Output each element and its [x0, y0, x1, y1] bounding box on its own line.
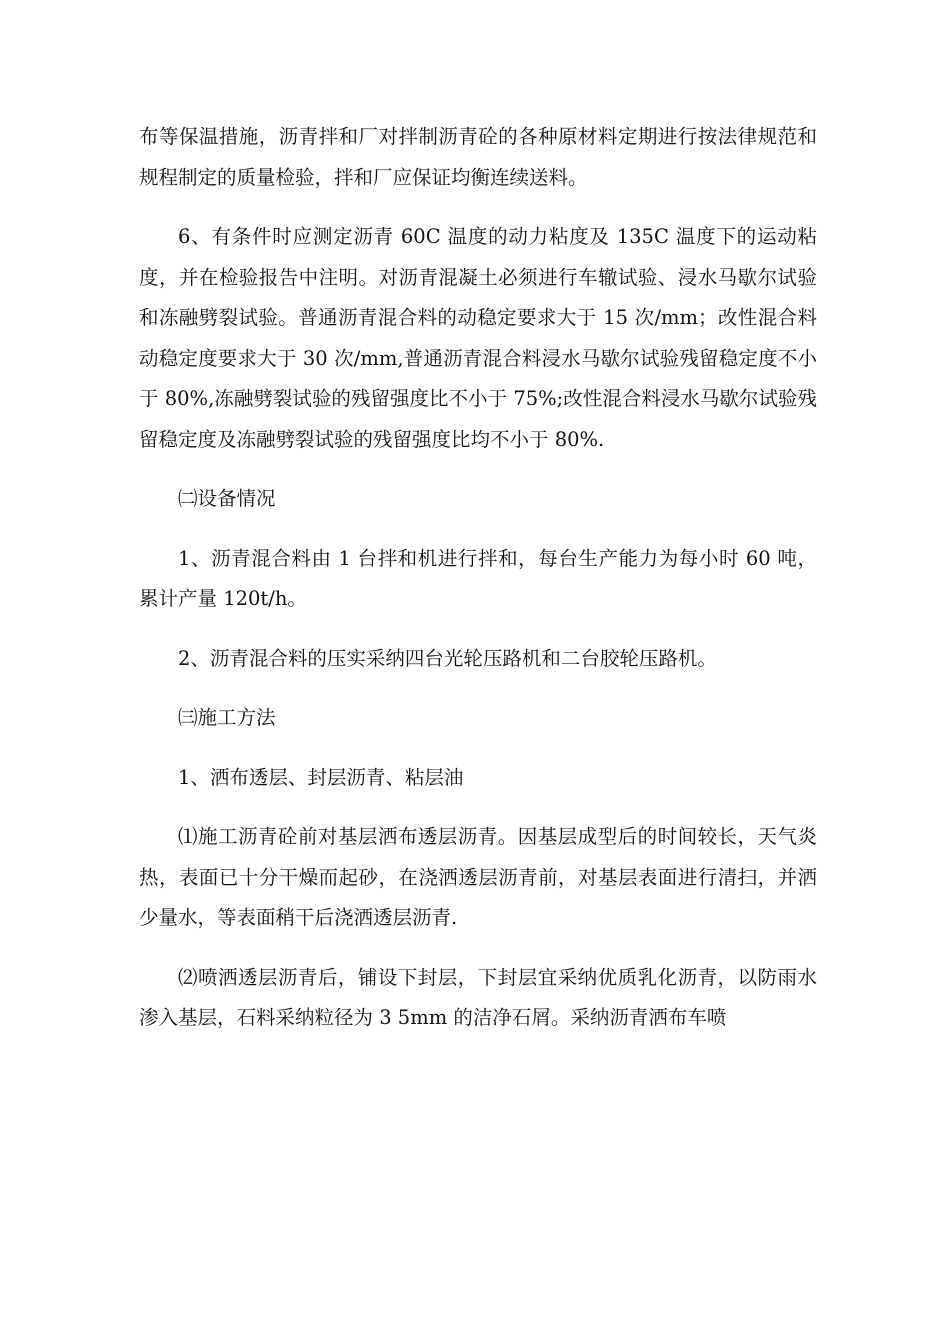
paragraph-mixer: 1、沥青混合料由 1 台拌和机进行拌和，每台生产能力为每小时 60 吨，累计产量 120t/h。 — [139, 546, 817, 610]
paragraph-continuation: 布等保温措施，沥青拌和厂对拌制沥青砼的各种原材料定期进行按法律规范和规程制定的质量检验，拌和厂应保证均衡连续送料。 — [139, 125, 817, 189]
paragraph-rollers: 2、沥青混合料的压实采纳四台光轮压路机和二台胶轮压路机。 — [178, 646, 717, 670]
paragraph-prime-coat: ⑴施工沥青砼前对基层洒布透层沥青。因基层成型后的时间较长，天气炎热，表面已十分干燥而起砂，在浇洒透层沥青前，对基层表面进行清扫，并洒少量水，等表面稍干后浇洒透层沥青. — [139, 825, 817, 929]
section-heading-equipment: ㈡设备情况 — [178, 487, 276, 510]
paragraph-viscosity-tests: 6、有条件时应测定沥青 60C 温度的动力粘度及 135C 温度下的运动粘度，并在检验报告中注明。对沥青混凝土必须进行车辙试验、浸水马歇尔试验和冻融劈裂试验。普通沥青混合料的动稳定要求大于 15 次/mm；改性混合料动稳定度要求大于 30 次/mm,普通沥青混合料浸水马歇尔试验残留稳定度不小于 80%,冻融劈裂试验的残留强度比不小于 75%;改性混合料浸水马歇尔试验残留稳定度及冻融劈裂试验的残留强度比均不小于 80%. — [139, 225, 817, 451]
section-heading-method: ㈢施工方法 — [178, 706, 276, 729]
subheading-spraying: 1、洒布透层、封层沥青、粘层油 — [178, 765, 464, 789]
paragraph-seal-coat: ⑵喷洒透层沥青后，铺设下封层，下封层宜采纳优质乳化沥青，以防雨水渗入基层，石料采纳粒径为 3 5mm 的洁净石屑。采纳沥青洒布车喷 — [139, 965, 817, 1029]
document-page — [139, 117, 817, 1058]
